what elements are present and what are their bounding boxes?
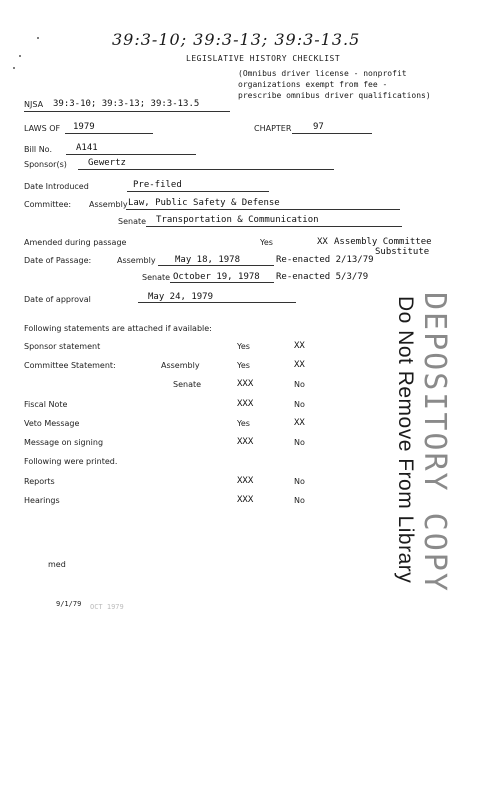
committee-senate-value: Transportation & Communication: [156, 215, 319, 225]
bill-no-underline: [66, 154, 196, 155]
statement-col1: XXX: [237, 379, 254, 389]
passage-assembly-reenact: Re-enacted 2/13/79: [276, 255, 374, 265]
statement-col2: XX: [294, 418, 305, 428]
subtitle: [238, 68, 431, 101]
statement-label-sponsor: Sponsor statement: [24, 342, 101, 351]
date-introduced-underline: [127, 191, 269, 192]
chapter-underline: [292, 133, 372, 134]
laws-of-label: LAWS OF: [24, 124, 61, 133]
handwritten-citation: 39:3-10; 39:3-13; 39:3-13.5: [112, 30, 361, 49]
statement-col2: XX: [294, 360, 305, 370]
printed-col2: No: [294, 477, 305, 486]
statement-label-message-on-signing: Message on signing: [24, 438, 104, 447]
passage-assembly-value: May 18, 1978: [175, 255, 241, 265]
statement-label-committee: Committee Statement:: [24, 361, 116, 370]
bill-no-label: Bill No.: [24, 145, 52, 154]
chapter-label: CHAPTER: [254, 124, 292, 133]
committee-senate-label: Senate: [118, 217, 147, 226]
statement-col1: XXX: [237, 437, 254, 447]
statement-sublabel-senate: Senate: [173, 380, 202, 389]
committee-assembly-underline: [126, 209, 400, 210]
approval-value: May 24, 1979: [148, 292, 214, 302]
statement-label-veto-message: Veto Message: [24, 419, 80, 428]
committee-assembly-value: Law, Public Safety & Defense: [128, 198, 280, 208]
njsa-underline: [24, 111, 230, 112]
sponsor-label: Sponsor(s): [24, 160, 67, 169]
do-not-remove-stamp: Do Not Remove From Library: [394, 296, 417, 584]
njsa-value: 39:3-10; 39:3-13; 39:3-13.5: [53, 99, 200, 109]
committee-assembly-label: Assembly: [89, 200, 128, 209]
statement-col2: XX: [294, 341, 305, 351]
page-title: LEGISLATIVE HISTORY CHECKLIST: [186, 54, 341, 63]
passage-senate-reenact: Re-enacted 5/3/79: [276, 272, 369, 282]
amended-label: Amended during passage: [24, 238, 127, 247]
committee-senate-underline: [146, 226, 402, 227]
depository-copy-stamp: DEPOSITORY COPY: [417, 292, 452, 593]
amended-note-line2: Substitute: [375, 247, 430, 257]
statement-col2: No: [294, 400, 305, 409]
sponsor-value: Gewertz: [88, 158, 126, 168]
statement-col1: Yes: [237, 361, 250, 370]
footer-date: 9/1/79: [56, 600, 82, 608]
bill-no-value: A141: [76, 143, 98, 153]
passage-senate-underline: [170, 282, 274, 283]
statement-col1: XXX: [237, 399, 254, 409]
printed-label-reports: Reports: [24, 477, 55, 486]
amended-note-line1: Assembly Committee: [334, 237, 432, 247]
statement-sublabel-assembly: Assembly: [161, 361, 200, 370]
statement-col1: Yes: [237, 342, 250, 351]
printed-intro: Following were printed.: [24, 457, 118, 466]
passage-senate-value: October 19, 1978: [173, 272, 260, 282]
passage-senate-label: Senate: [142, 273, 171, 282]
laws-of-value: 1979: [73, 122, 95, 132]
date-introduced-value: Pre-filed: [133, 180, 182, 190]
passage-label: Date of Passage:: [24, 256, 92, 265]
date-introduced-label: Date Introduced: [24, 182, 89, 191]
chapter-value: 97: [313, 122, 324, 132]
printed-col1: XXX: [237, 495, 254, 505]
approval-underline: [138, 302, 296, 303]
passage-assembly-label: Assembly: [117, 256, 156, 265]
amended-no-struck: XX: [317, 237, 328, 247]
footer-initials: med: [48, 560, 66, 569]
njsa-label: NJSA: [24, 100, 44, 109]
printed-col1: XXX: [237, 476, 254, 486]
statement-col2: No: [294, 438, 305, 447]
amended-yes: Yes: [260, 238, 273, 247]
footer-faint-stamp: OCT 1979: [90, 603, 124, 611]
subtitle-line: organizations exempt from fee -: [238, 80, 388, 89]
statement-col1: Yes: [237, 419, 250, 428]
scan-speck: [13, 67, 15, 69]
scan-speck: [37, 37, 39, 39]
printed-col2: No: [294, 496, 305, 505]
laws-of-underline: [65, 133, 153, 134]
scan-speck: [19, 55, 21, 57]
statement-col2: No: [294, 380, 305, 389]
subtitle-line: prescribe omnibus driver qualifications): [238, 91, 431, 100]
statements-intro: Following statements are attached if available:: [24, 324, 212, 333]
printed-label-hearings: Hearings: [24, 496, 60, 505]
committee-label: Committee:: [24, 200, 72, 209]
sponsor-underline: [78, 169, 334, 170]
statement-label-fiscal-note: Fiscal Note: [24, 400, 68, 409]
approval-label: Date of approval: [24, 295, 91, 304]
passage-assembly-underline: [158, 265, 274, 266]
subtitle-line: (Omnibus driver license - nonprofit: [238, 69, 407, 78]
